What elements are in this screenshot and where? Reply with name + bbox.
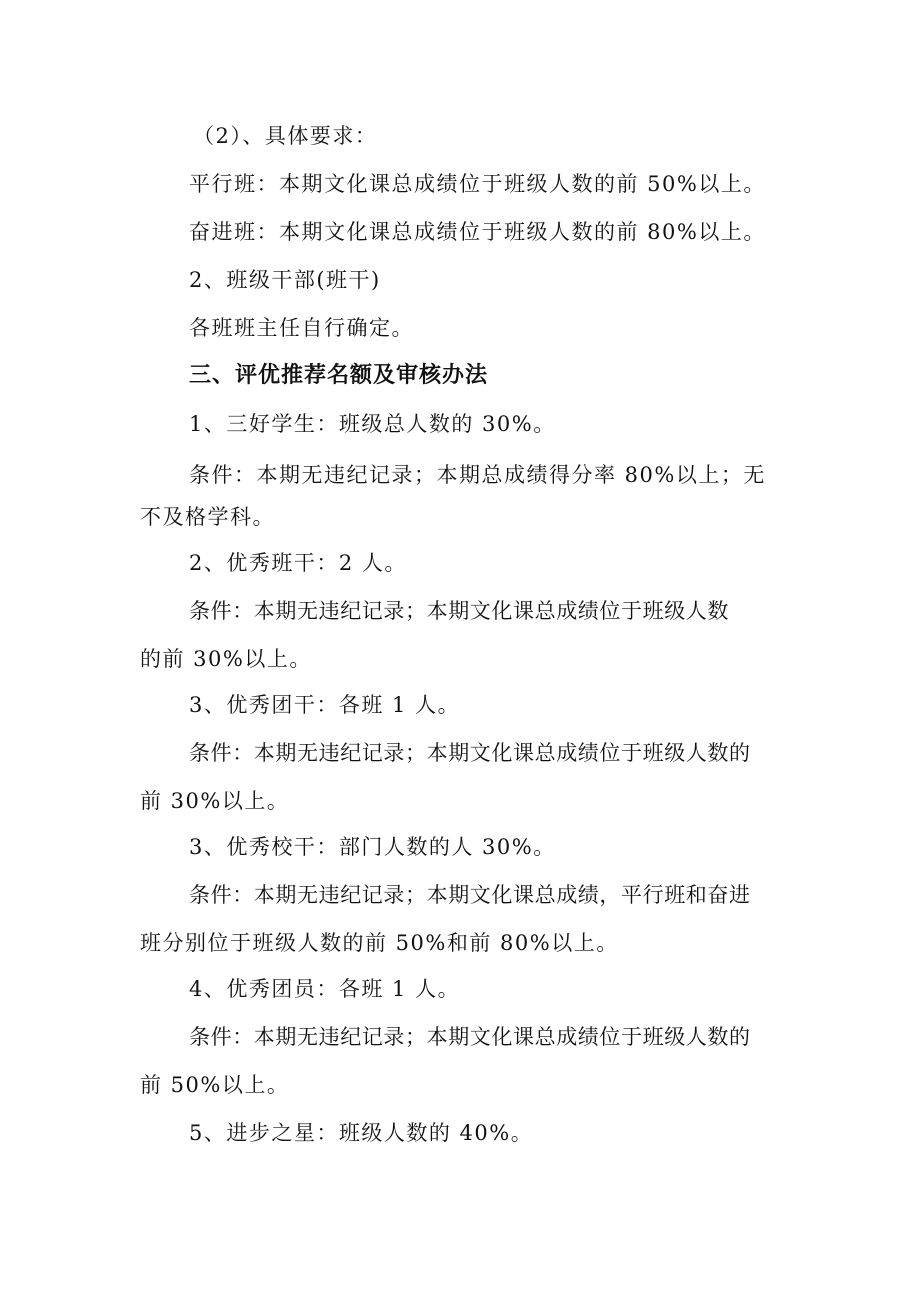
- paragraph-condition-line1: 条件：本期无违纪记录；本期文化课总成绩位于班级人数的: [189, 1025, 751, 1049]
- paragraph-condition-line2: 前 30%以上。: [140, 789, 290, 813]
- paragraph-condition-line1: 条件：本期无违纪记录；本期文化课总成绩，平行班和奋进: [189, 883, 751, 907]
- item-outstanding-school-cadre: 3、优秀校干：部门人数的人 30%。: [189, 835, 556, 859]
- item-outstanding-league-member: 4、优秀团员：各班 1 人。: [189, 977, 461, 1001]
- paragraph-parallel-class: 平行班：本期文化课总成绩位于班级人数的前 50%以上。: [189, 172, 766, 196]
- paragraph-advanced-class: 奋进班：本期文化课总成绩位于班级人数的前 80%以上。: [189, 220, 766, 244]
- item-outstanding-class-cadre: 2、优秀班干：2 人。: [189, 551, 407, 575]
- paragraph-condition-line1: 条件：本期无违纪记录；本期总成绩得分率 80%以上；无: [189, 463, 766, 487]
- paragraph-condition-line2: 不及格学科。: [140, 505, 275, 529]
- paragraph-condition-line2: 班分别位于班级人数的前 50%和前 80%以上。: [140, 931, 619, 955]
- item-progress-star: 5、进步之星：班级人数的 40%。: [189, 1121, 534, 1145]
- section-heading: 三、评优推荐名额及审核办法: [189, 363, 489, 388]
- paragraph-condition-line1: 条件：本期无违纪记录；本期文化课总成绩位于班级人数: [189, 599, 729, 623]
- paragraph-cadre-determination: 各班班主任自行确定。: [189, 316, 414, 340]
- item-merit-student: 1、三好学生：班级总人数的 30%。: [189, 412, 556, 436]
- item-class-cadre: 2、班级干部(班干): [189, 268, 381, 292]
- sub-item-requirements: （2）、具体要求：: [193, 124, 378, 148]
- item-outstanding-league-cadre: 3、优秀团干：各班 1 人。: [189, 693, 461, 717]
- paragraph-condition-line2: 的前 30%以上。: [140, 647, 312, 671]
- paragraph-condition-line2: 前 50%以上。: [140, 1073, 290, 1097]
- paragraph-condition-line1: 条件：本期无违纪记录；本期文化课总成绩位于班级人数的: [189, 741, 751, 765]
